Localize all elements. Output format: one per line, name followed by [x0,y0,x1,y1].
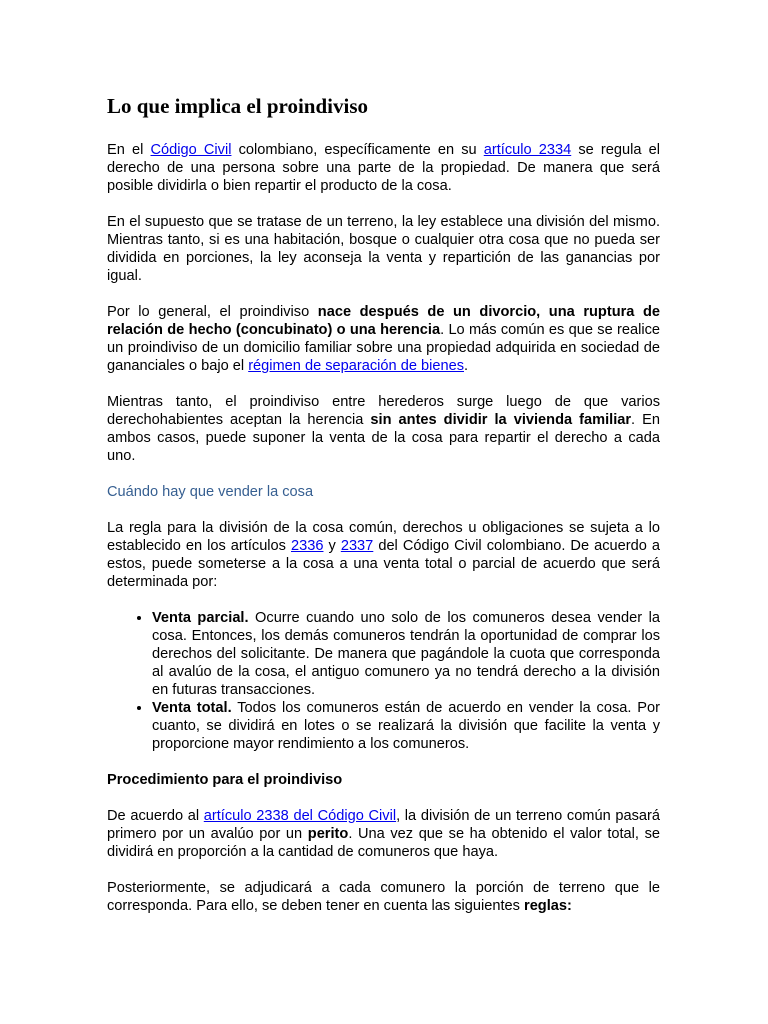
text-run: La regla para la división de la cosa común, derechos u obligaciones se sujeta a lo establecido en los artículos [107,520,660,554]
list-item [152,609,660,699]
text-run: . [464,358,469,374]
text-run: Posteriormente, se adjudicará a cada comunero la porción de terreno que le corresponda. Para ello, se deben tener en cuenta las siguientes [107,880,660,914]
text-run: En el [107,142,151,158]
link-2337[interactable]: 2337 [340,538,374,554]
document-body [107,93,660,933]
link-2336[interactable]: 2336 [291,538,324,554]
link-articulo-2334[interactable]: artículo 2334 [483,142,572,158]
text-run: Por lo general, el proindiviso [107,304,318,320]
list-item-title: Venta total. [152,700,232,716]
section-subheading: Cuándo hay que vender la cosa [107,484,314,500]
paragraph-origen [107,303,660,375]
text-run: colombiano, específicamente en su [231,142,484,158]
text-run: y [323,538,341,554]
paragraph-adjudicacion [107,879,660,915]
text-run: De acuerdo al [107,808,204,824]
procedure-heading: Procedimiento para el proindiviso [107,772,343,788]
page-title: Lo que implica el proindiviso [107,94,368,118]
bold-text: nace después de un divorcio, una ruptura de relación de hecho (concubinato) o una herencia [107,304,661,338]
link-regimen-separacion[interactable]: régimen de separación de bienes [248,358,464,374]
bold-text: reglas: [524,898,572,914]
text-run: . En ambos casos, puede suponer la venta de la cosa para repartir el derecho a cada uno. [107,412,660,464]
list-item-text: Todos los comuneros están de acuerdo en vender la cosa. Por cuanto, se dividirá en lotes o se realizará la división que facilite la venta y proporcione mayor rendimiento a los comuneros. [152,700,660,752]
text-run: se regula el derecho de una persona sobre una parte de la propiedad. De manera que será posible dividirla o bien repartir el producto de la cosa. [107,142,660,194]
list-item [152,699,660,753]
text-run: . Una vez que se ha obtenido el valor total, se dividirá en proporción a la cantidad de comuneros que haya. [107,826,660,860]
paragraph-regla [107,519,660,591]
text-run: del Código Civil colombiano. De acuerdo a estos, puede someterse a la cosa a una venta total o parcial de acuerdo que será determinada por: [107,538,660,590]
link-articulo-2338[interactable]: artículo 2338 del Código Civil [203,808,397,824]
text-run: . Lo más común es que se realice un proindiviso de un domicilio familiar sobre una propiedad adquirida en sociedad de gananciales o bajo el [107,322,660,374]
bold-text: perito [307,826,349,842]
sale-type-list [107,609,660,753]
text-run: Mientras tanto, el proindiviso entre herederos surge luego de que varios derechohabientes aceptan la herencia [107,394,660,428]
bold-text: sin antes dividir la vivienda familiar [370,412,632,428]
paragraph-herederos [107,393,660,465]
paragraph-procedimiento [107,807,660,861]
list-item-title: Venta parcial. [152,610,249,626]
paragraph-intro [107,141,660,195]
text-run: , la división de un terreno común pasará primero por un avalúo por un [107,808,660,842]
list-item-text: Ocurre cuando uno solo de los comuneros desea vender la cosa. Entonces, los demás comuneros tendrán la oportunidad de comprar los derechos del solicitante. De manera que pagándole la cuota que corresponda al avalúo de la cosa, el antiguo comunero ya no tendrá derecho a la división en futuras transacciones. [152,610,660,698]
paragraph-terreno: En el supuesto que se tratase de un terreno, la ley establece una división del mismo. Mientras tanto, si es una habitación, bosque o cualquier otra cosa que no pueda ser dividida en porciones, la ley aconseja la venta y repartición de las ganancias por igual. [107,214,660,284]
link-codigo-civil[interactable]: Código Civil [150,142,232,158]
